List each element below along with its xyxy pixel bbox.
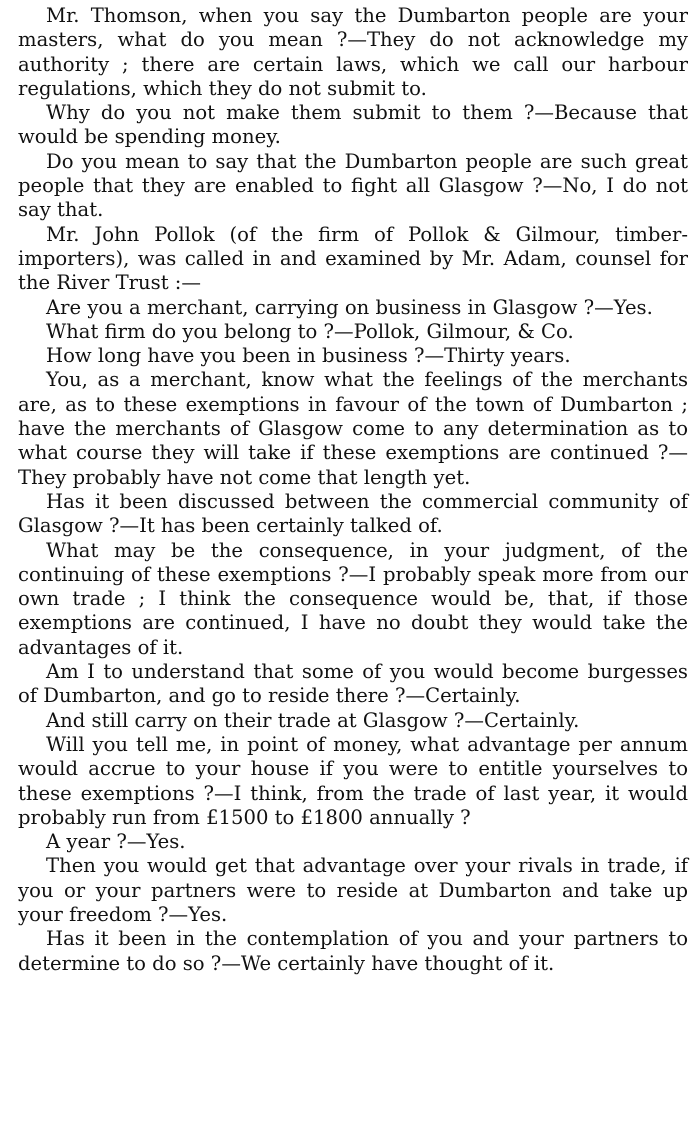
paragraph-business-length: How long have you been in business ?—Thirty years. [46, 344, 571, 368]
paragraph-carry-trade: And still carry on their trade at Glasgow ?—Certainly. [46, 708, 580, 732]
paragraph-burgesses: Am I to understand that some of you would become burgesses of Dumbarton, and go to reside there ?—Certainly. [18, 660, 688, 708]
document-page [18, 4, 688, 976]
paragraph-contemplation: Has it been in the contemplation of you and your partners to determine to do so ?—We certainly have thought of it. [18, 927, 688, 975]
paragraph-consequence: What may be the consequence, in your judgment, of the continuing of these exemptions ?—I probably speak more from our own trade ; I think the consequence would be, that, if those exemptions are continued, I have no doubt they would take the advantages of it. [18, 538, 688, 659]
paragraph-thomson-masters: Mr. Thomson, when you say the Dumbarton people are your masters, what do you mean ?—They do not acknowledge my authority ; there are certain laws, which we call our harbour regulations, which they do not submit to. [18, 4, 688, 100]
paragraph-a-year: A year ?—Yes. [46, 830, 186, 854]
paragraph-advantage-rivals: Then you would get that advantage over your rivals in trade, if you or your partners were to reside at Dumbarton and take up your freedom ?—Yes. [18, 854, 688, 926]
paragraph-merchant-feelings: You, as a merchant, know what the feelings of the merchants are, as to these exemptions in favour of the town of Dumbarton ; have the merchants of Glasgow come to any determination as to what course they will take if these exemptions are continued ?—They probably have not come that length yet. [18, 368, 688, 489]
paragraph-fight-glasgow: Do you mean to say that the Dumbarton people are such great people that they are enabled to fight all Glasgow ?—No, I do not say that. [18, 149, 688, 222]
paragraph-discussed: Has it been discussed between the commercial community of Glasgow ?—It has been certainly talked of. [18, 489, 688, 538]
paragraph-money-advantage: Will you tell me, in point of money, what advantage per annum would accrue to your house if you were to entitle yourselves to these exemptions ?—I think, from the trade of last year, it would probably run from £1500 to £1800 annually ? [18, 732, 688, 829]
paragraph-merchant-question: Are you a merchant, carrying on business in Glasgow ?—Yes. [46, 295, 653, 319]
paragraph-firm-question: What firm do you belong to ?—Pollok, Gilmour, & Co. [46, 319, 574, 343]
paragraph-submit-question: Why do you not make them submit to them ?—Because that would be spending money. [18, 101, 688, 149]
paragraph-pollok-called: Mr. John Pollok (of the firm of Pollok & Gilmour, timberimporters), was called in and examined by Mr. Adam, counsel for the River Trust :— [18, 222, 688, 295]
